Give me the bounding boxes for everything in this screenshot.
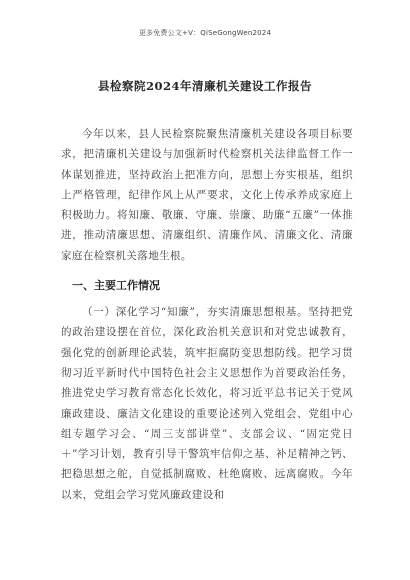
header-note: 更多免费公文+V：QiSeGongWen2024 [138, 29, 272, 37]
intro-paragraph: 今年以来，县人民检察院聚焦清廉机关建设各项目标要求，把清廉机关建设与加强新时代检察机关法律监督工作一体谋划推进，坚持政治上把准方向，思想上夯实根基，组织上严格管理，纪律作风上从严要求，文化上传承养成家庭上积极助力。将知廉、敬廉、守廉、崇廉、助廉“五廉”一体推进，推动清廉思想、清廉组织、清廉作风、清廉文化、清廉家庭在检察机关落地生根。 [61, 128, 353, 262]
document-title: 县检察院2024年清廉机关建设工作报告 [97, 79, 312, 93]
section-paragraph: （一）深化学习“知廉”，夯实清廉思想根基。坚持把党的政治建设摆在首位，深化政治机关意识和对党忠诚教育，强化党的创新理论武装，筑牢拒腐防变思想防线。把学习贯彻习近平新时代中国特色社会主义思想作为首要政治任务，推进党史学习教育常态化长效化，将习近平总书记关于党风廉政建设、廉洁文化建设的重要论述列入党组会、党组中心组专题学习会、“周三支部讲堂”、支部会议、“固定党日＋”学习计划，教育引导干警筑牢信仰之基、补足精神之钙、把稳思想之舵，自觉抵制腐败、杜绝腐败、远离腐败。今年以来，党组会学习党风廉政建设和 [61, 306, 353, 501]
section-heading: 一、主要工作情况 [72, 279, 160, 293]
document-body [61, 124, 353, 505]
